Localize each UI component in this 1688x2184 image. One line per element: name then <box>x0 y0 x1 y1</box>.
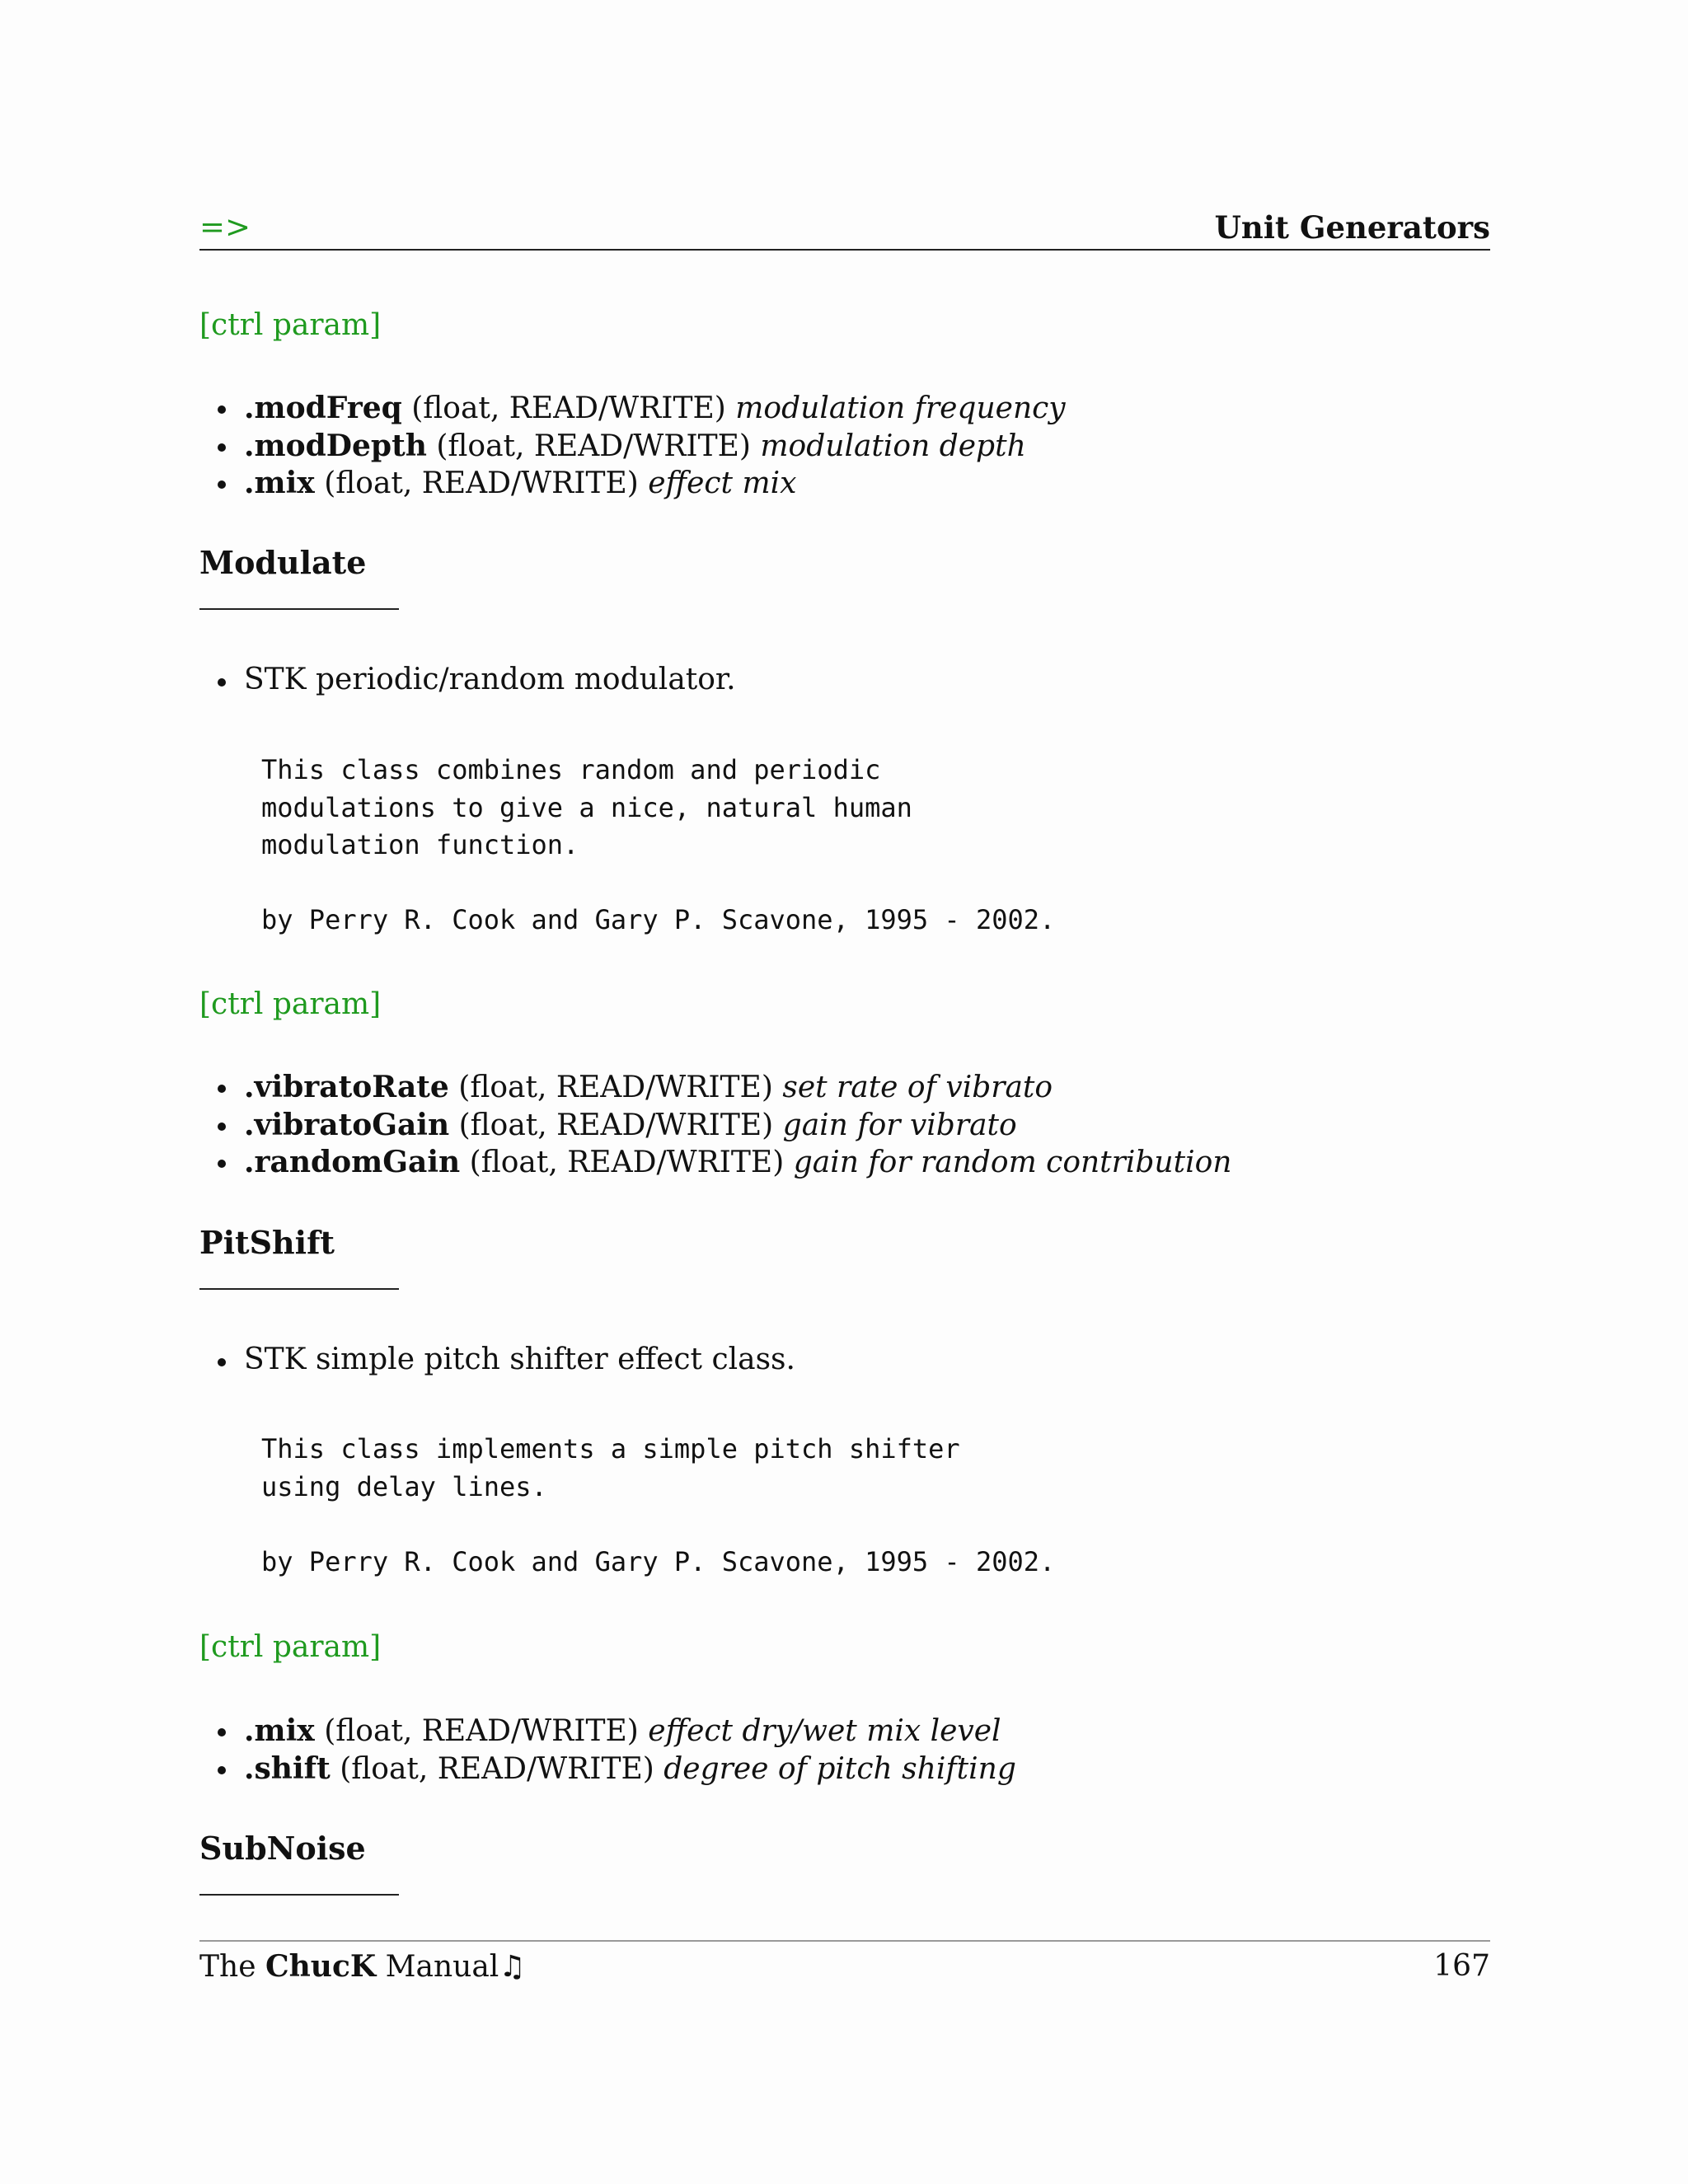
ctrl-param-link[interactable]: [ctrl param] <box>199 1630 382 1664</box>
param-desc: gain for vibrato <box>782 1108 1017 1142</box>
footer-manual-title <box>199 1949 526 1984</box>
ctrl-param-link[interactable]: [ctrl param] <box>199 308 382 342</box>
param-type: (float, READ/WRITE) <box>458 1108 774 1142</box>
param-desc: modulation frequency <box>735 391 1066 425</box>
modulate-description-code: This class combines random and periodic modulations to give a nice, natural human modulation function. by Perry R. Cook and Gary P. Scavone, 1995 - 2002. <box>261 754 1056 935</box>
param-type: (float, READ/WRITE) <box>340 1751 654 1786</box>
list-item <box>244 1069 1480 1107</box>
list-item <box>244 1107 1480 1145</box>
param-type: (float, READ/WRITE) <box>436 429 751 463</box>
param-name: .shift <box>244 1750 331 1786</box>
param-name: .vibratoRate <box>244 1070 449 1104</box>
param-type: (float, READ/WRITE) <box>458 1071 773 1104</box>
param-type: (float, READ/WRITE) <box>324 1714 639 1748</box>
param-desc: degree of pitch shifting <box>663 1751 1016 1786</box>
param-name: .modDepth <box>244 428 427 463</box>
page-header <box>199 206 1490 251</box>
footer-suffix: Manual <box>385 1950 499 1984</box>
section-rule <box>199 608 399 610</box>
section-title-pitshift: PitShift <box>199 1224 335 1261</box>
param-desc: effect dry/wet mix level <box>648 1714 1001 1748</box>
param-name: .vibratoGain <box>244 1107 450 1142</box>
chorus-param-list <box>244 390 1480 503</box>
header-chapter-title: Unit Generators <box>1214 209 1490 246</box>
footer-rule <box>199 1940 1490 1942</box>
section-title-modulate: Modulate <box>199 544 367 581</box>
section-rule <box>199 1288 399 1290</box>
param-name: .randomGain <box>244 1145 461 1179</box>
ctrl-param-link[interactable]: [ctrl param] <box>199 987 382 1021</box>
param-name: .mix <box>244 1713 315 1748</box>
header-arrow-link[interactable]: => <box>199 209 251 245</box>
footer-prefix: The <box>199 1950 256 1984</box>
param-name: .modFreq <box>244 391 402 425</box>
param-desc: set rate of vibrato <box>782 1071 1053 1104</box>
section-rule <box>199 1894 399 1896</box>
param-name: .mix <box>244 466 315 500</box>
param-type: (float, READ/WRITE) <box>469 1146 785 1179</box>
music-note-icon: ♫ <box>499 1950 526 1984</box>
list-item <box>244 1750 1480 1788</box>
list-item <box>244 428 1480 466</box>
modulate-param-list <box>244 1069 1480 1182</box>
list-item <box>244 465 1480 503</box>
param-desc: gain for random contribution <box>793 1146 1232 1179</box>
footer-brand: ChucK <box>265 1949 377 1984</box>
list-item <box>244 390 1480 428</box>
param-desc: effect mix <box>648 466 797 500</box>
param-desc: modulation depth <box>760 429 1026 463</box>
list-item <box>244 1144 1480 1182</box>
pitshift-description-code: This class implements a simple pitch shifter using delay lines. by Perry R. Cook and Gary P. Scavone, 1995 - 2002. <box>261 1433 1056 1577</box>
param-type: (float, READ/WRITE) <box>411 391 726 425</box>
modulate-summary: STK periodic/random modulator. <box>244 663 736 696</box>
param-type: (float, READ/WRITE) <box>324 466 639 500</box>
page-number: 167 <box>1433 1949 1490 1983</box>
section-title-subnoise: SubNoise <box>199 1830 366 1867</box>
list-item <box>244 1713 1480 1750</box>
pitshift-summary: STK simple pitch shifter effect class. <box>244 1343 795 1376</box>
pitshift-param-list <box>244 1713 1480 1788</box>
